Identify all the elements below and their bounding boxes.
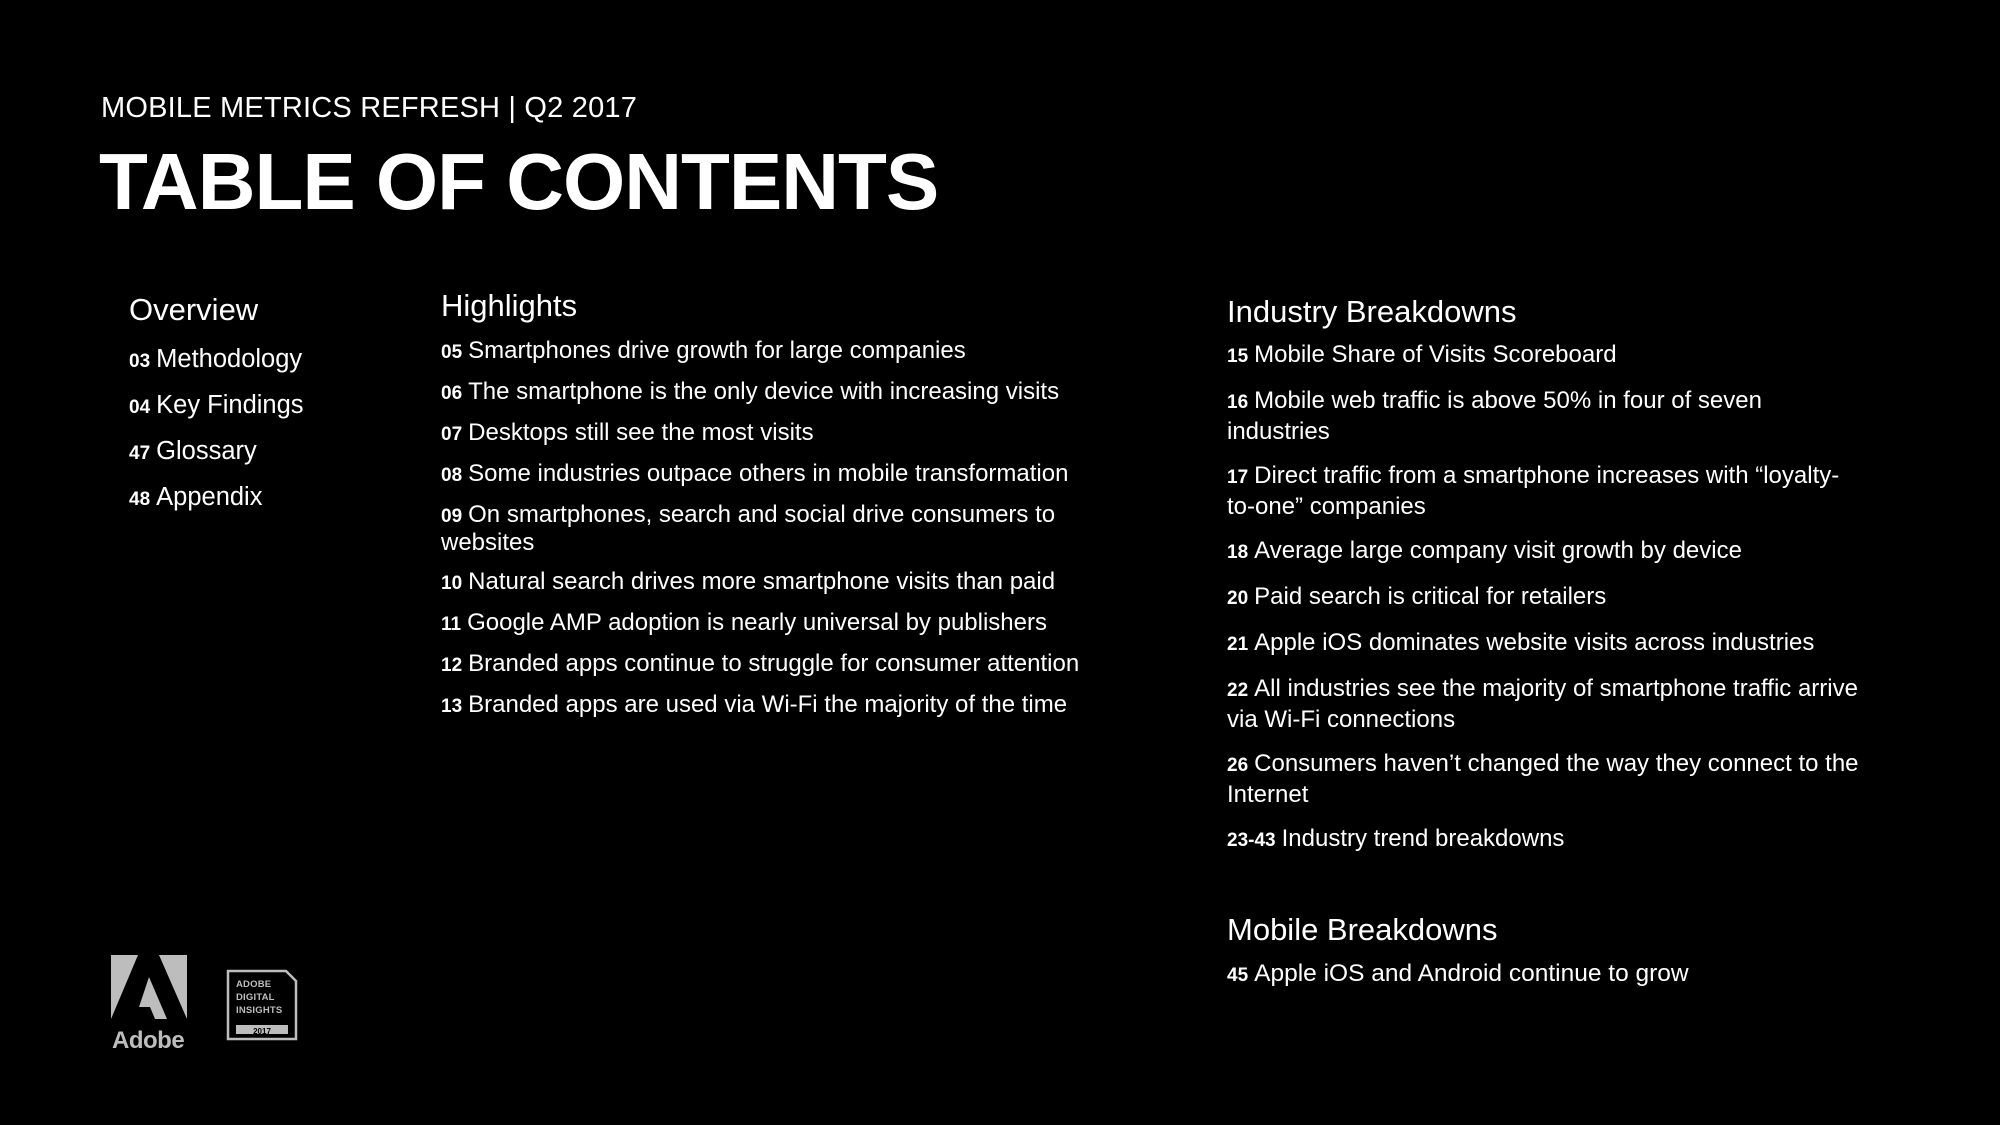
toc-item[interactable] (1227, 960, 1867, 989)
toc-item[interactable] (441, 461, 1091, 489)
badge-year: 2017 (253, 1027, 271, 1036)
toc-page-number: 11 (441, 614, 462, 636)
toc-item[interactable] (441, 420, 1091, 448)
toc-page-number: 20 (1227, 588, 1249, 610)
toc-page-number: 09 (441, 506, 463, 528)
toc-item-label: Some industries outpace others in mobile transformation (468, 460, 1069, 488)
toc-item-label: Industry trend breakdowns (1281, 825, 1565, 853)
toc-page-number: 03 (129, 351, 151, 373)
toc-page-number: 17 (1227, 467, 1249, 489)
toc-list-overview (129, 346, 409, 513)
toc-item[interactable] (1227, 749, 1867, 809)
report-eyebrow: MOBILE METRICS REFRESH | Q2 2017 (101, 92, 638, 124)
section-highlights (441, 287, 1091, 733)
toc-item[interactable] (129, 484, 409, 513)
toc-page-number: 47 (129, 443, 151, 465)
badge-line: INSIGHTS (236, 1005, 283, 1016)
toc-list-industry (1227, 340, 1867, 855)
section-industry-breakdowns (1227, 293, 1867, 870)
toc-page-number: 26 (1227, 755, 1249, 777)
toc-item[interactable] (129, 346, 409, 375)
toc-item[interactable] (441, 338, 1091, 366)
toc-item-label: Average large company visit growth by device (1254, 537, 1742, 565)
toc-page-number: 23-43 (1227, 830, 1276, 852)
toc-page-number: 22 (1227, 680, 1249, 702)
toc-item[interactable] (441, 610, 1091, 638)
toc-item[interactable] (1227, 674, 1867, 734)
badge-line: ADOBE (236, 979, 272, 990)
toc-item-label: Google AMP adoption is nearly universal by publishers (467, 609, 1047, 637)
toc-item[interactable] (1227, 386, 1867, 446)
toc-page-number: 05 (441, 342, 463, 364)
toc-item[interactable] (441, 379, 1091, 407)
toc-page-number: 13 (441, 696, 463, 718)
toc-page-number: 45 (1227, 965, 1249, 987)
toc-item-label: Glossary (156, 437, 257, 466)
toc-page-number: 12 (441, 655, 463, 677)
toc-page-number: 15 (1227, 346, 1249, 368)
section-heading-highlights: Highlights (441, 288, 578, 323)
toc-list-highlights (441, 338, 1091, 720)
toc-page-number: 48 (129, 489, 151, 511)
toc-page-number: 07 (441, 424, 463, 446)
toc-item-label: Branded apps are used via Wi-Fi the majority of the time (468, 691, 1068, 719)
toc-item-label: All industries see the majority of smartphone traffic arrive via Wi-Fi connections (1227, 675, 1858, 734)
toc-page-number: 08 (441, 465, 463, 487)
section-heading-industry: Industry Breakdowns (1227, 294, 1517, 329)
toc-item-label: Direct traffic from a smartphone increases with “loyalty-to-one” companies (1227, 462, 1840, 521)
toc-item[interactable] (441, 651, 1091, 679)
toc-item-label: Mobile web traffic is above 50% in four of seven industries (1227, 387, 1762, 446)
toc-item[interactable] (1227, 461, 1867, 521)
toc-item-label: Key Findings (156, 391, 304, 420)
toc-item-label: On smartphones, search and social drive consumers to websites (441, 501, 1056, 557)
toc-page-number: 04 (129, 397, 151, 419)
badge-text (236, 978, 282, 1017)
toc-page-number: 06 (441, 383, 463, 405)
toc-item-label: Apple iOS and Android continue to grow (1254, 960, 1689, 988)
adobe-wordmark: Adobe (112, 1027, 185, 1054)
section-overview (129, 291, 409, 530)
toc-item[interactable] (1227, 582, 1867, 613)
toc-item[interactable] (1227, 340, 1867, 371)
toc-item-label: Consumers haven’t changed the way they connect to the Internet (1227, 750, 1859, 809)
toc-item-label: Smartphones drive growth for large companies (468, 337, 966, 365)
toc-item-label: Methodology (156, 345, 303, 374)
toc-item-label: Natural search drives more smartphone visits than paid (468, 568, 1056, 596)
toc-page-number: 21 (1227, 634, 1249, 656)
section-mobile-breakdowns (1227, 911, 1867, 1003)
toc-list-mobile (1227, 960, 1867, 989)
toc-page-number: 10 (441, 573, 463, 595)
toc-item-label: Appendix (156, 483, 263, 512)
toc-item[interactable] (1227, 824, 1867, 855)
toc-item[interactable] (441, 502, 1091, 556)
toc-item-label: Desktops still see the most visits (468, 419, 814, 447)
toc-item[interactable] (129, 392, 409, 421)
toc-item-label: Branded apps continue to struggle for consumer attention (468, 650, 1080, 678)
toc-item[interactable] (441, 569, 1091, 597)
toc-item-label: Apple iOS dominates website visits across industries (1254, 629, 1815, 657)
toc-page-number: 16 (1227, 392, 1249, 414)
section-heading-overview: Overview (129, 292, 259, 327)
toc-item-label: Mobile Share of Visits Scoreboard (1254, 341, 1617, 369)
toc-item[interactable] (1227, 536, 1867, 567)
badge-line: DIGITAL (236, 992, 275, 1003)
page-title: TABLE OF CONTENTS (99, 137, 939, 226)
toc-item[interactable] (441, 692, 1091, 720)
toc-page-number: 18 (1227, 542, 1249, 564)
toc-item-label: The smartphone is the only device with increasing visits (468, 378, 1060, 406)
toc-item-label: Paid search is critical for retailers (1254, 583, 1607, 611)
toc-item[interactable] (1227, 628, 1867, 659)
section-heading-mobile: Mobile Breakdowns (1227, 912, 1498, 947)
toc-item[interactable] (129, 438, 409, 467)
